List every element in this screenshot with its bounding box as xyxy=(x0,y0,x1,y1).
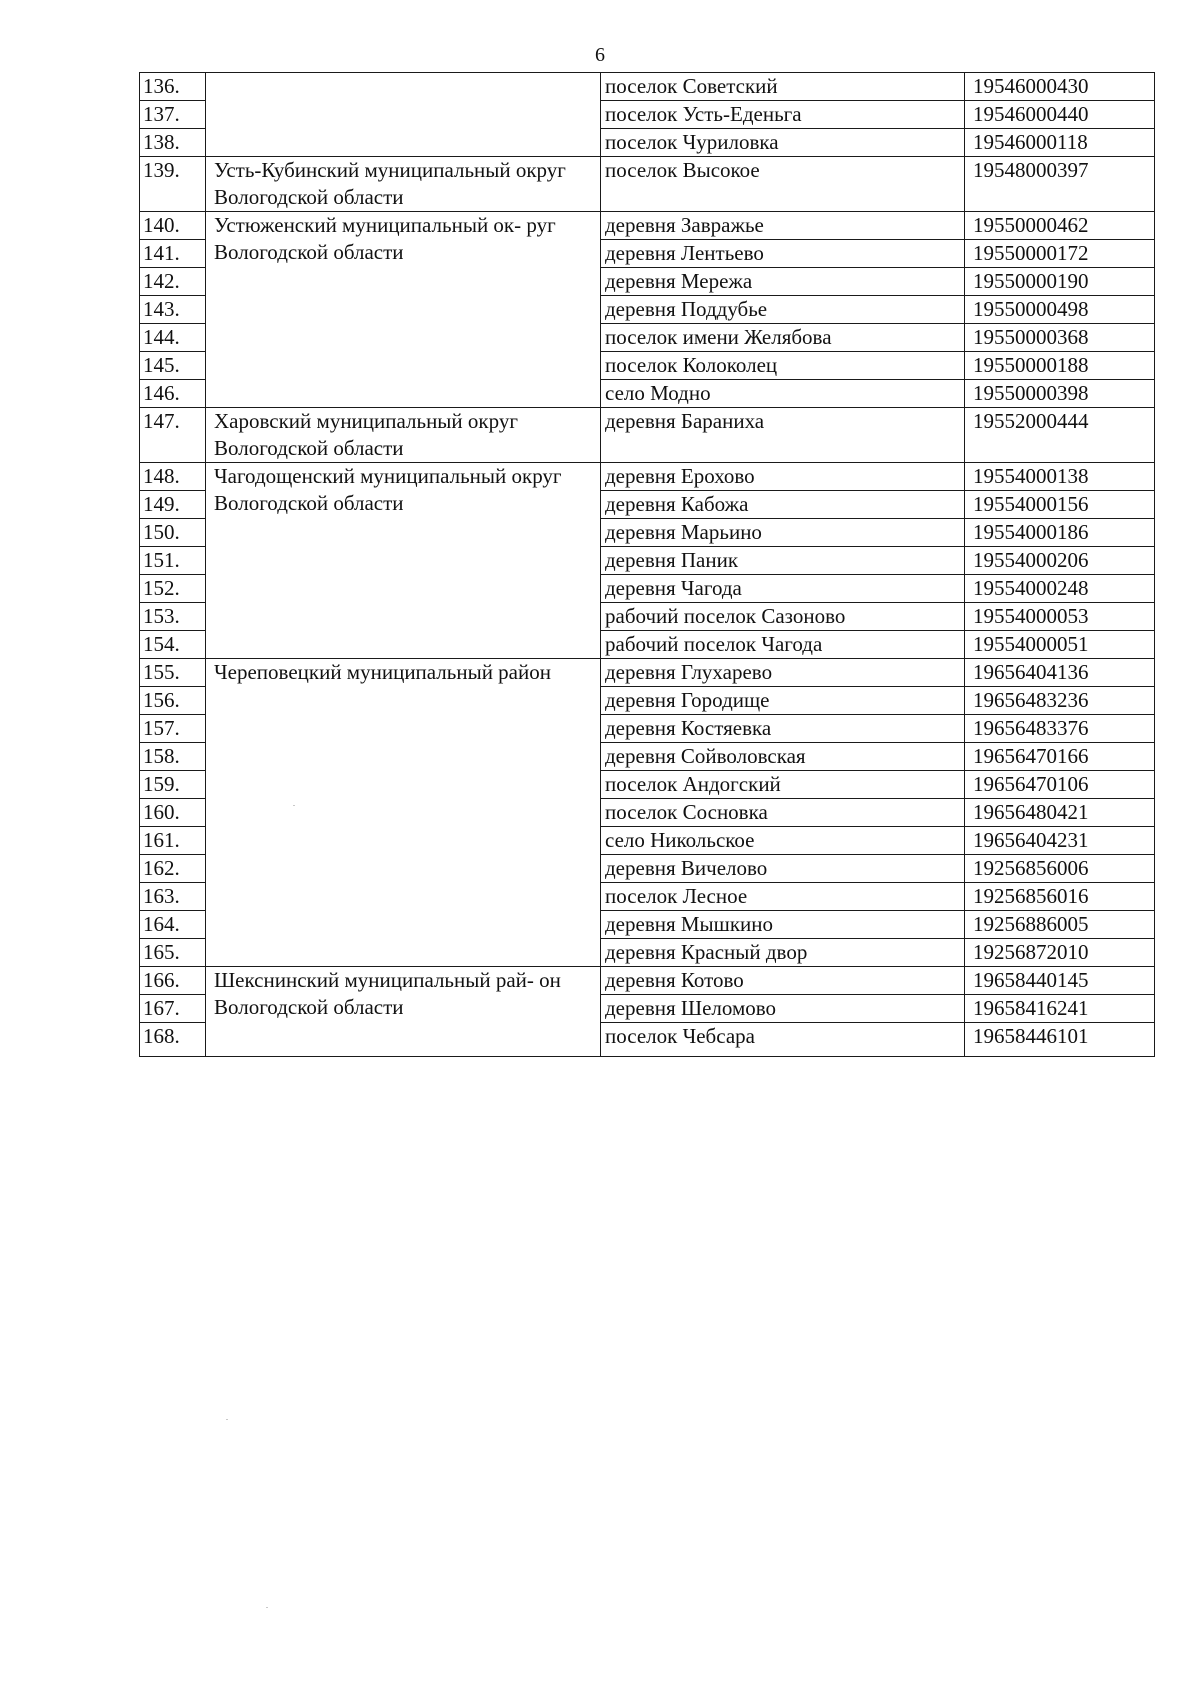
row-number: 142. xyxy=(140,268,206,296)
settlement-name: деревня Паник xyxy=(601,547,965,575)
oktmo-code: 19656470166 xyxy=(965,743,1155,771)
oktmo-code: 19548000397 xyxy=(965,157,1155,212)
oktmo-code: 19656404231 xyxy=(965,827,1155,855)
table-row xyxy=(140,157,1155,212)
settlement-name: село Никольское xyxy=(601,827,965,855)
settlement-name: рабочий поселок Чагода xyxy=(601,631,965,659)
row-number: 160. xyxy=(140,799,206,827)
row-number: 143. xyxy=(140,296,206,324)
settlement-name: село Модно xyxy=(601,380,965,408)
scan-speck xyxy=(226,1419,228,1420)
oktmo-code: 19550000498 xyxy=(965,296,1155,324)
settlement-name: деревня Вичелово xyxy=(601,855,965,883)
row-number: 158. xyxy=(140,743,206,771)
settlement-name: деревня Мережа xyxy=(601,268,965,296)
row-number: 151. xyxy=(140,547,206,575)
oktmo-code: 19256872010 xyxy=(965,939,1155,967)
row-number: 166. xyxy=(140,967,206,995)
row-number: 155. xyxy=(140,659,206,687)
settlement-name: деревня Костяевка xyxy=(601,715,965,743)
row-number: 162. xyxy=(140,855,206,883)
municipality-name: Чагодощенский муниципальный округ Вологодской области xyxy=(206,463,601,659)
table-row xyxy=(140,73,1155,101)
municipality-name: Усть-Кубинский муниципальный округ Вологодской области xyxy=(206,157,601,212)
row-number: 154. xyxy=(140,631,206,659)
settlement-name: поселок Высокое xyxy=(601,157,965,212)
oktmo-code: 19656480421 xyxy=(965,799,1155,827)
settlement-name: поселок Андогский xyxy=(601,771,965,799)
row-number: 163. xyxy=(140,883,206,911)
row-number: 146. xyxy=(140,380,206,408)
oktmo-code: 19554000206 xyxy=(965,547,1155,575)
oktmo-code: 19554000186 xyxy=(965,519,1155,547)
settlement-name: деревня Шеломово xyxy=(601,995,965,1023)
settlement-name: деревня Кабожа xyxy=(601,491,965,519)
settlement-name: поселок имени Желябова xyxy=(601,324,965,352)
settlement-name: рабочий поселок Сазоново xyxy=(601,603,965,631)
row-number: 159. xyxy=(140,771,206,799)
table-row xyxy=(140,967,1155,995)
settlement-name: деревня Бараниха xyxy=(601,408,965,463)
oktmo-code: 19554000248 xyxy=(965,575,1155,603)
page-number: 6 xyxy=(595,44,605,66)
settlement-name: деревня Чагода xyxy=(601,575,965,603)
oktmo-code: 19658446101 xyxy=(965,1023,1155,1057)
settlement-name: деревня Лентьево xyxy=(601,240,965,268)
settlements-table xyxy=(139,72,1155,1057)
row-number: 168. xyxy=(140,1023,206,1057)
row-number: 147. xyxy=(140,408,206,463)
municipality-name: Харовский муниципальный округ Вологодской области xyxy=(206,408,601,463)
oktmo-code: 19656470106 xyxy=(965,771,1155,799)
oktmo-code: 19256856006 xyxy=(965,855,1155,883)
row-number: 144. xyxy=(140,324,206,352)
settlement-name: поселок Усть-Еденьга xyxy=(601,101,965,129)
table-row xyxy=(140,212,1155,240)
settlement-name: поселок Сосновка xyxy=(601,799,965,827)
settlement-name: поселок Лесное xyxy=(601,883,965,911)
settlement-name: деревня Сойволовская xyxy=(601,743,965,771)
oktmo-code: 19546000440 xyxy=(965,101,1155,129)
settlement-name: деревня Городище xyxy=(601,687,965,715)
row-number: 153. xyxy=(140,603,206,631)
row-number: 148. xyxy=(140,463,206,491)
table-row xyxy=(140,463,1155,491)
oktmo-code: 19550000398 xyxy=(965,380,1155,408)
row-number: 165. xyxy=(140,939,206,967)
settlement-name: поселок Чебсара xyxy=(601,1023,965,1057)
oktmo-code: 19658416241 xyxy=(965,995,1155,1023)
oktmo-code: 19550000188 xyxy=(965,352,1155,380)
row-number: 167. xyxy=(140,995,206,1023)
oktmo-code: 19546000118 xyxy=(965,129,1155,157)
scan-speck xyxy=(266,1607,268,1608)
settlement-name: деревня Котово xyxy=(601,967,965,995)
table-row xyxy=(140,659,1155,687)
settlement-name: деревня Марьино xyxy=(601,519,965,547)
oktmo-code: 19554000053 xyxy=(965,603,1155,631)
scan-speck xyxy=(293,805,295,806)
row-number: 136. xyxy=(140,73,206,101)
row-number: 150. xyxy=(140,519,206,547)
oktmo-code: 19550000172 xyxy=(965,240,1155,268)
row-number: 141. xyxy=(140,240,206,268)
settlement-name: деревня Завражье xyxy=(601,212,965,240)
row-number: 157. xyxy=(140,715,206,743)
oktmo-code: 19256886005 xyxy=(965,911,1155,939)
oktmo-code: 19550000368 xyxy=(965,324,1155,352)
oktmo-code: 19656483376 xyxy=(965,715,1155,743)
municipality-name: Шекснинский муниципальный рай- он Вологодской области xyxy=(206,967,601,1057)
settlements-table-body xyxy=(140,73,1155,1057)
oktmo-code: 19554000156 xyxy=(965,491,1155,519)
row-number: 156. xyxy=(140,687,206,715)
settlement-name: деревня Глухарево xyxy=(601,659,965,687)
oktmo-code: 19554000138 xyxy=(965,463,1155,491)
settlement-name: поселок Советский xyxy=(601,73,965,101)
row-number: 139. xyxy=(140,157,206,212)
settlement-name: деревня Поддубье xyxy=(601,296,965,324)
row-number: 149. xyxy=(140,491,206,519)
settlement-name: поселок Колоколец xyxy=(601,352,965,380)
oktmo-code: 19550000190 xyxy=(965,268,1155,296)
row-number: 137. xyxy=(140,101,206,129)
row-number: 145. xyxy=(140,352,206,380)
oktmo-code: 19256856016 xyxy=(965,883,1155,911)
municipality-name: Устюженский муниципальный ок- руг Вологодской области xyxy=(206,212,601,408)
settlement-name: деревня Ерохово xyxy=(601,463,965,491)
oktmo-code: 19546000430 xyxy=(965,73,1155,101)
row-number: 161. xyxy=(140,827,206,855)
row-number: 138. xyxy=(140,129,206,157)
municipality-name: Череповецкий муниципальный район xyxy=(206,659,601,967)
oktmo-code: 19550000462 xyxy=(965,212,1155,240)
oktmo-code: 19658440145 xyxy=(965,967,1155,995)
settlement-name: деревня Мышкино xyxy=(601,911,965,939)
row-number: 140. xyxy=(140,212,206,240)
table-row xyxy=(140,408,1155,463)
oktmo-code: 19656483236 xyxy=(965,687,1155,715)
municipality-name xyxy=(206,73,601,157)
row-number: 164. xyxy=(140,911,206,939)
oktmo-code: 19656404136 xyxy=(965,659,1155,687)
oktmo-code: 19552000444 xyxy=(965,408,1155,463)
oktmo-code: 19554000051 xyxy=(965,631,1155,659)
row-number: 152. xyxy=(140,575,206,603)
settlement-name: поселок Чуриловка xyxy=(601,129,965,157)
settlement-name: деревня Красный двор xyxy=(601,939,965,967)
